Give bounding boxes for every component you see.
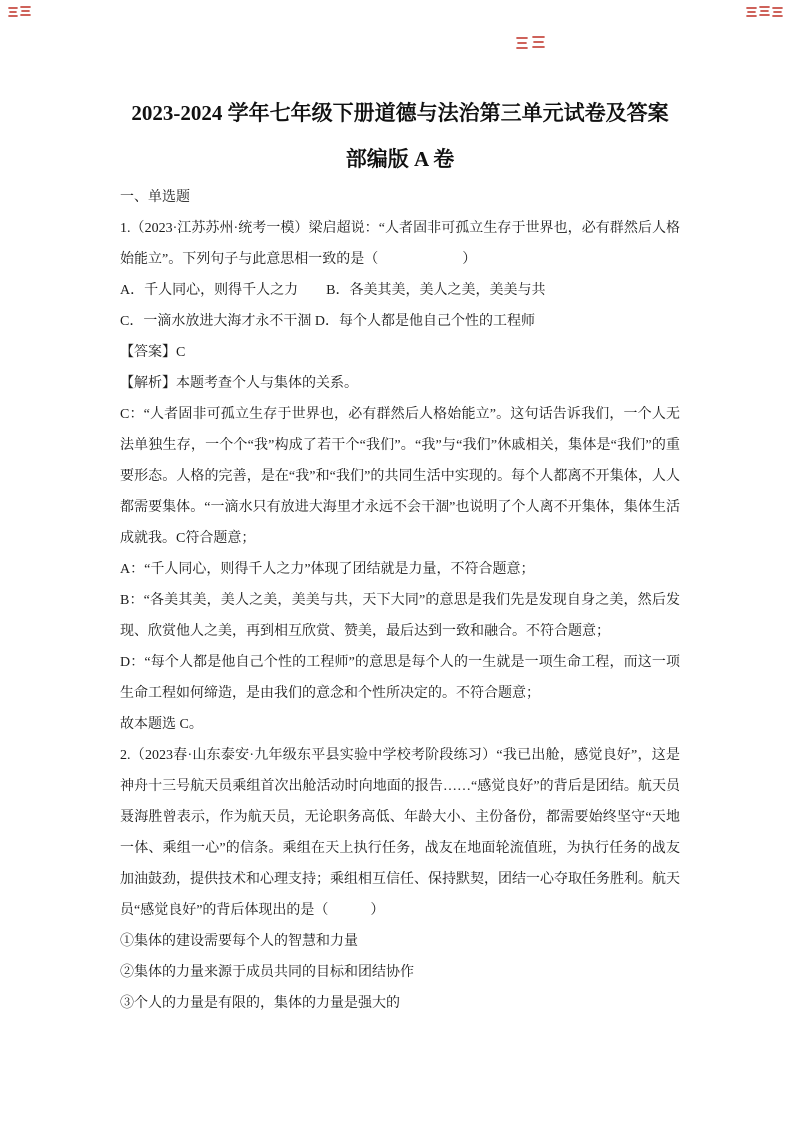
question-2-item-1: ①集体的建设需要每个人的智慧和力量	[120, 934, 358, 949]
question-1-analysis-option-a: A：“千人同心，则得千人之力”体现了团结就是力量，不符合题意；	[120, 562, 535, 577]
question-2-item-3: ③个人的力量是有限的，集体的力量是强大的	[120, 996, 400, 1011]
question-2-item-2: ②集体的力量来源于成员共同的目标和团结协作	[120, 965, 414, 980]
red-stamp-top-left-icon	[6, 4, 32, 24]
question-1-stem: 1.（2023·江苏苏州·统考一模）梁启超说：“人者固非可孤立生存于世界也，必有群然后人格始能立”。下列句子与此意思相一致的是（ ）	[120, 221, 680, 267]
question-1-answer: 【答案】C	[120, 345, 186, 360]
question-1-options-cd: C．一滴水放进大海才永不干涸 D．每个人都是他自己个性的工程师	[120, 314, 535, 329]
red-stamp-top-right-icon	[745, 4, 785, 24]
document-title-line-2: 部编版 A 卷	[345, 147, 455, 171]
document-body	[120, 182, 680, 1019]
document-content	[120, 0, 680, 1019]
question-1-analysis-option-b: B：“各美其美，美人之美，美美与共，天下大同”的意思是我们先是发现自身之美，然后发现、欣赏他人之美，再到相互欣赏、赞美，最后达到一致和融合。不符合题意；	[120, 593, 680, 639]
question-1-analysis-option-d: D：“每个人都是他自己个性的工程师”的意思是每个人的一生就是一项生命工程，而这一项生命工程如何缔造，是由我们的意念和个性所决定的。不符合题意；	[120, 655, 680, 701]
question-2-stem: 2.（2023春·山东泰安·九年级东平县实验中学校考阶段练习）“我已出舱，感觉良好”，这是神舟十三号航天员乘组首次出舱活动时向地面的报告……“感觉良好”的背后是团结。航天员聂海胜曾表示，作为航天员，无论职务高低、年龄大小、主份备份，都需要始终坚守“天地一体、乘组一心”的信条。乘组在天上执行任务，战友在地面轮流值班，为执行任务的战友加油鼓劲，提供技术和心理支持；乘组相互信任、保持默契，团结一心夺取任务胜利。航天员“感觉良好”的背后体现出的是（ ）	[120, 748, 680, 918]
section-heading-single-choice: 一、单选题	[120, 190, 190, 205]
document-title-line-1: 2023-2024 学年七年级下册道德与法治第三单元试卷及答案	[131, 101, 669, 125]
question-1-conclusion: 故本题选 C。	[120, 717, 203, 732]
document-title	[120, 90, 680, 182]
question-1-analysis-option-c: C：“人者固非可孤立生存于世界也，必有群然后人格始能立”。这句话告诉我们，一个人无法单独生存，一个个“我”构成了若干个“我们”。“我”与“我们”休戚相关，集体是“我们”的重要形态。人格的完善，是在“我”和“我们”的共同生活中实现的。每个人都离不开集体，人人都需要集体。“一滴水只有放进大海里才永远不会干涸”也说明了个人离不开集体，集体生活成就我。C符合题意；	[120, 407, 680, 546]
question-1-options-ab: A．千人同心，则得千人之力 B．各美其美，美人之美，美美与共	[120, 283, 546, 298]
question-1-analysis-intro: 【解析】本题考查个人与集体的关系。	[120, 376, 358, 391]
